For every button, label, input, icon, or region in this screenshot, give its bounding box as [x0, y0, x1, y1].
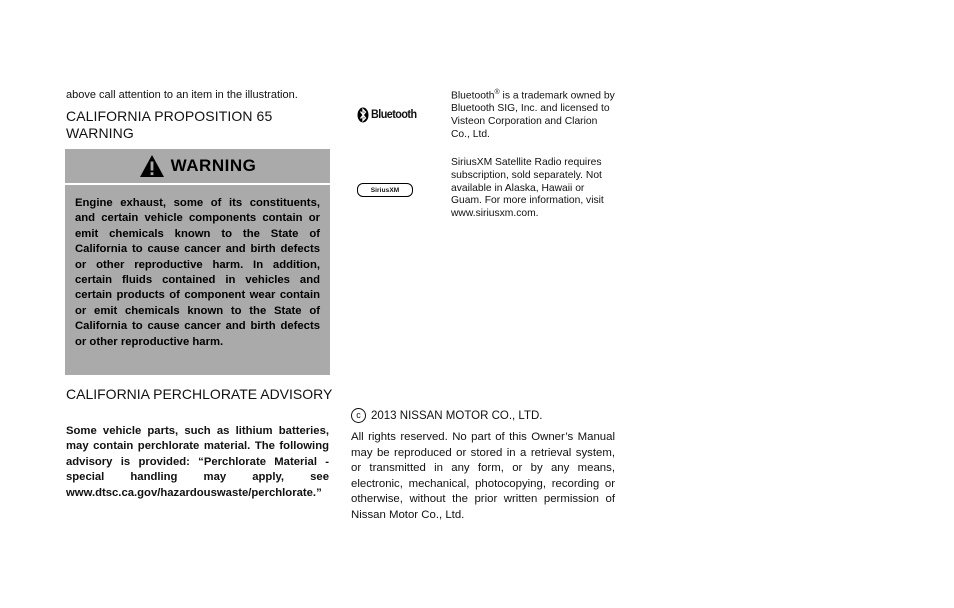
bluetooth-logo-text: Bluetooth [371, 107, 417, 121]
siriusxm-text: SiriusXM Satellite Radio requires subscription, sold separately. Not available in Alaska, Hawaii or Guam. For more information, visit www.siriusxm.com. [451, 157, 604, 220]
perchlorate-heading: CALIFORNIA PERCHLORATE ADVISORY [66, 386, 333, 402]
copyright-text: 2013 NISSAN MOTOR CO., LTD. [371, 409, 543, 422]
rights-text: All rights reserved. No part of this Owner’s Manual may be reproduced or stored in a retrieval system, or transmitted in any form, or by any means, electronic, mechanical, photocopying, recording or otherwise, without the prior written permission of Nissan Motor Co., Ltd. [351, 431, 615, 521]
lead-text: above call attention to an item in the illustration. [66, 89, 298, 101]
bluetooth-trademark-text [451, 87, 616, 142]
warning-triangle-icon [139, 154, 165, 178]
copyright-icon: c [351, 408, 366, 423]
warning-box [65, 149, 330, 375]
bluetooth-text-rest: is a trademark owned by Bluetooth SIG, Inc. and licensed to Visteon Corporation and Clarion Co., Ltd. [451, 90, 615, 140]
registered-mark: ® [494, 89, 500, 96]
warning-title: WARNING [170, 156, 257, 175]
siriusxm-logo [357, 183, 413, 197]
bluetooth-text-start: Bluetooth [451, 90, 495, 102]
siriusxm-logo-text: SiriusXM [370, 186, 400, 194]
bluetooth-logo [357, 107, 429, 128]
prop65-heading: CALIFORNIA PROPOSITION 65 WARNING [66, 108, 273, 141]
warning-body: Engine exhaust, some of its constituents, and certain vehicle components contain or emit chemicals known to the State of California to cause cancer and birth defects or other reproductive harm. In addition, certain fluids contained in vehicles and certain products of component wear contain or emit chemicals known to the State of California to cause cancer and birth defects or other reproductive harm. [75, 197, 320, 348]
copyright-line [351, 408, 542, 423]
perchlorate-body: Some vehicle parts, such as lithium batteries, may contain perchlorate material. The following advisory is provided: “Perchlorate Material - special handling may apply, see www.dtsc.ca.gov/hazardouswaste/perchlorate.” [66, 425, 329, 499]
warning-header [65, 149, 330, 185]
